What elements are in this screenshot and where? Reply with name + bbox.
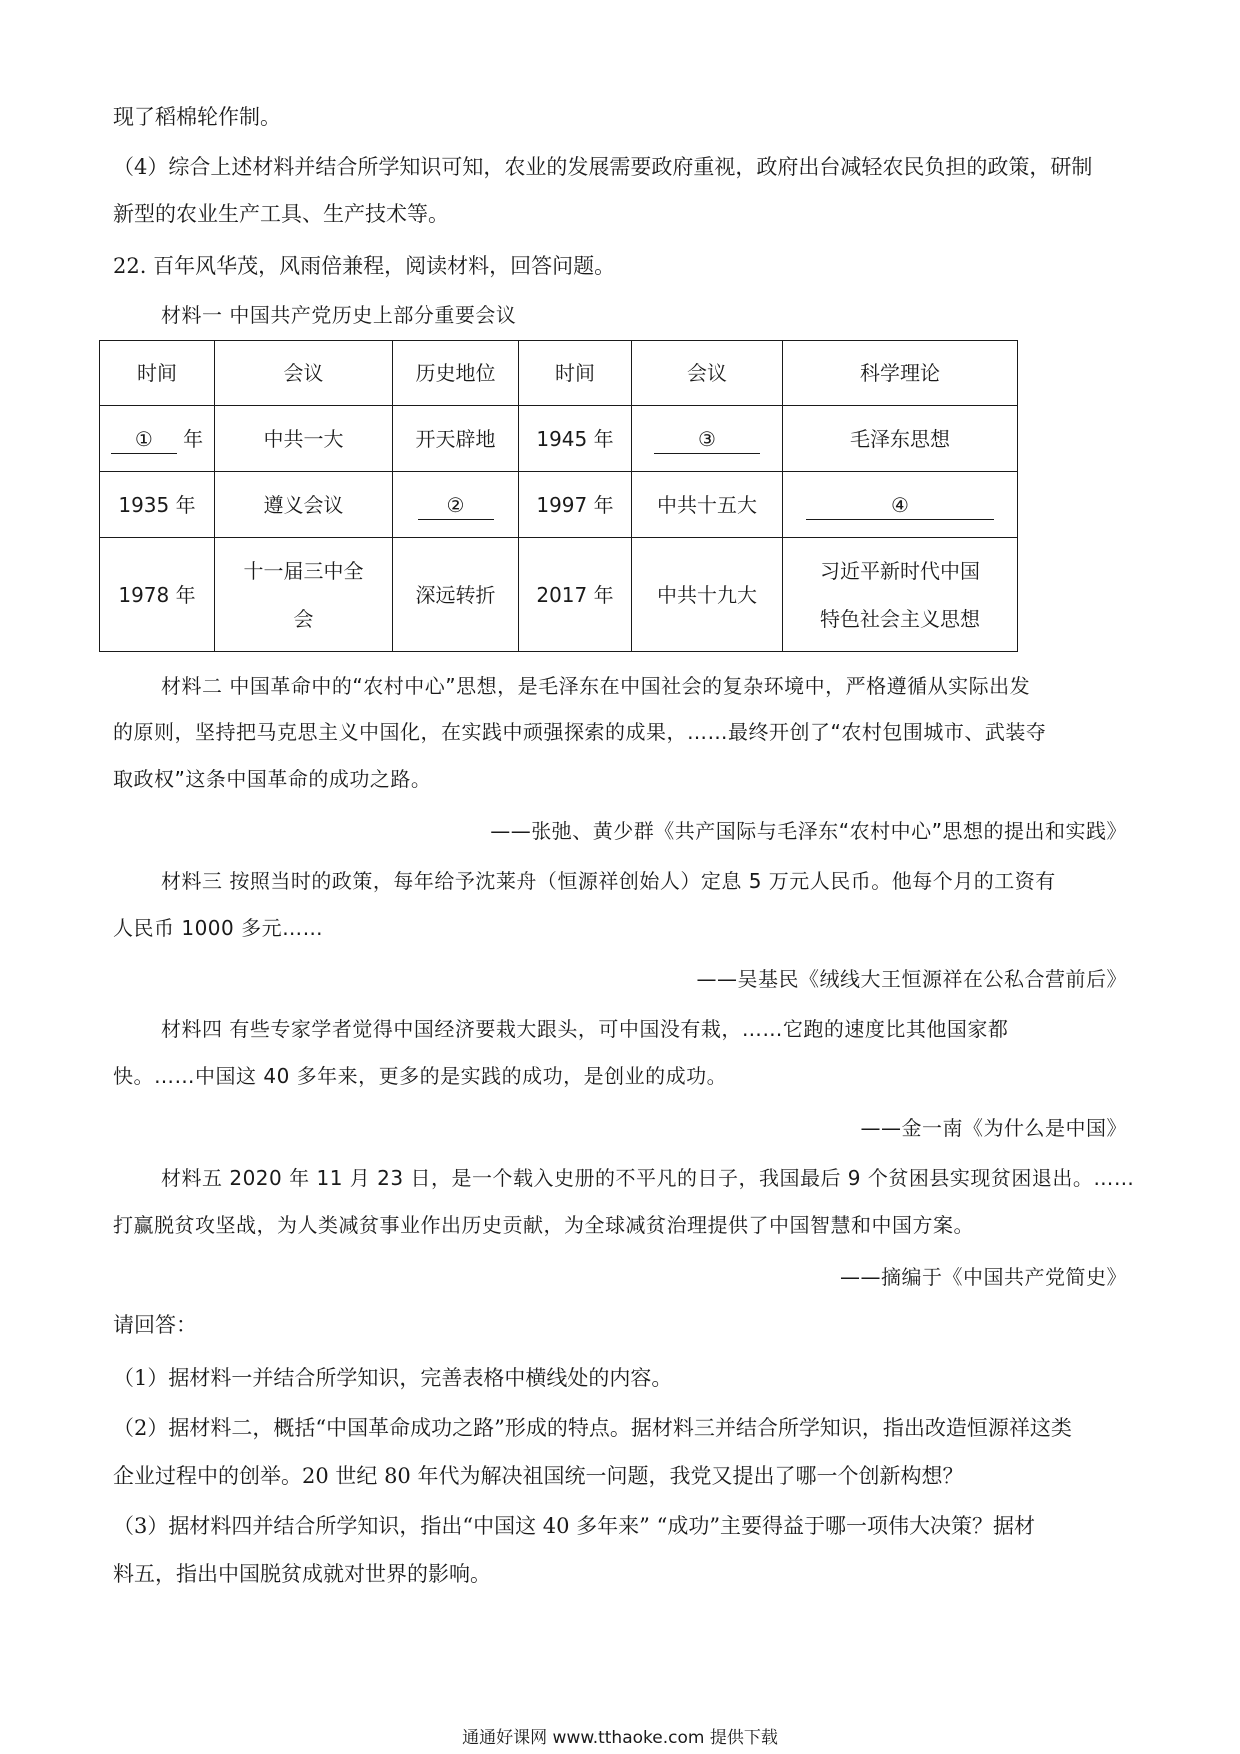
material3-line2: 人民币 1000 多元…… (113, 916, 324, 940)
intro-text: 现了稻棉轮作制。 (113, 105, 281, 129)
table-cell: 中共十五大 (632, 472, 783, 538)
table-cell (100, 406, 215, 472)
material5-line1: 材料五 2020 年 11 月 23 日，是一个载入史册的不平凡的日子，我国最后 9 个贫困县实现贫困退出。…… (161, 1166, 1135, 1190)
table-row (100, 406, 1018, 472)
sub-question-2-line1: （2）据材料二，概括“中国革命成功之路”形成的特点。据材料三并结合所学知识，指出改造恒源祥这类 (113, 1416, 1072, 1440)
table-header-row (100, 341, 1018, 406)
table-row (100, 538, 1018, 652)
table-row (100, 472, 1018, 538)
table-cell: 1997 年 (519, 472, 632, 538)
material3-line1: 材料三 按照当时的政策，每年给予沈莱舟（恒源祥创始人）定息 5 万元人民币。他每个月的工资有 (161, 869, 1056, 893)
header-cell: 时间 (519, 341, 632, 406)
material1-heading: 材料一 中国共产党历史上部分重要会议 (161, 303, 517, 327)
cell-line: 会 (293, 606, 314, 631)
sub-question-3-line2: 料五，指出中国脱贫成就对世界的影响。 (113, 1562, 491, 1586)
table-cell (632, 406, 783, 472)
header-cell: 历史地位 (393, 341, 519, 406)
material2-line3: 取政权”这条中国革命的成功之路。 (113, 767, 432, 791)
answer-prompt: 请回答： (113, 1313, 197, 1337)
material2-line1: 材料二 中国革命中的“农村中心”思想，是毛泽东在中国社会的复杂环境中，严格遵循从实际出发 (161, 674, 1031, 698)
material4-line1: 材料四 有些专家学者觉得中国经济要栽大跟头，可中国没有栽，……它跑的速度比其他国家都 (161, 1017, 1009, 1041)
cell-line: 习近平新时代中国 (820, 558, 980, 583)
blank-4: ④ (806, 491, 994, 520)
cell-line: 特色社会主义思想 (820, 606, 980, 631)
table-cell: 中共一大 (215, 406, 393, 472)
table-cell: 深远转折 (393, 538, 519, 652)
material3-source: ——吴基民《绒线大王恒源祥在公私合营前后》 (696, 967, 1127, 991)
q4-answer-line2: 新型的农业生产工具、生产技术等。 (113, 202, 449, 226)
blank-1: ① (111, 425, 177, 454)
table-cell: 1978 年 (100, 538, 215, 652)
table-cell: 1945 年 (519, 406, 632, 472)
table-cell (783, 472, 1018, 538)
header-cell: 会议 (215, 341, 393, 406)
blank-2: ② (418, 491, 494, 520)
material5-line2: 打赢脱贫攻坚战，为人类减贫事业作出历史贡献，为全球减贫治理提供了中国智慧和中国方案。 (113, 1213, 974, 1237)
header-cell: 科学理论 (783, 341, 1018, 406)
table-cell: 中共十九大 (632, 538, 783, 652)
sub-question-1: （1）据材料一并结合所学知识，完善表格中横线处的内容。 (113, 1366, 673, 1390)
table-cell (393, 472, 519, 538)
year-suffix: 年 (183, 426, 204, 451)
table-cell: 1935 年 (100, 472, 215, 538)
material2-line2: 的原则，坚持把马克思主义中国化，在实践中顽强探索的成果，……最终开创了“农村包围城市、武装夺 (113, 720, 1047, 744)
table-cell (783, 538, 1018, 652)
footer-watermark: 通通好课网 www.tthaoke.com 提供下载 (462, 1728, 778, 1748)
question-22-title: 22. 百年风华茂，风雨倍兼程，阅读材料，回答问题。 (113, 254, 616, 278)
table-cell: 毛泽东思想 (783, 406, 1018, 472)
table-cell (215, 538, 393, 652)
meetings-table (99, 340, 1018, 652)
header-cell: 会议 (632, 341, 783, 406)
sub-question-3-line1: （3）据材料四并结合所学知识，指出“中国这 40 多年来” “成功”主要得益于哪一项伟大决策？据材 (113, 1514, 1036, 1538)
material2-source: ——张弛、黄少群《共产国际与毛泽东“农村中心”思想的提出和实践》 (490, 819, 1127, 843)
header-cell: 时间 (100, 341, 215, 406)
blank-3: ③ (654, 425, 760, 454)
table-cell: 开天辟地 (393, 406, 519, 472)
material4-line2: 快。……中国这 40 多年来，更多的是实践的成功，是创业的成功。 (113, 1064, 728, 1088)
table-cell: 2017 年 (519, 538, 632, 652)
material5-source: ——摘编于《中国共产党简史》 (840, 1265, 1127, 1289)
material4-source: ——金一南《为什么是中国》 (860, 1116, 1127, 1140)
q4-answer-line1: （4）综合上述材料并结合所学知识可知，农业的发展需要政府重视，政府出台减轻农民负担的政策，研制 (113, 155, 1093, 179)
cell-line: 十一届三中全 (243, 558, 364, 583)
sub-question-2-line2: 企业过程中的创举。20 世纪 80 年代为解决祖国统一问题，我党又提出了哪一个创新构想？ (113, 1464, 964, 1488)
table-cell: 遵义会议 (215, 472, 393, 538)
